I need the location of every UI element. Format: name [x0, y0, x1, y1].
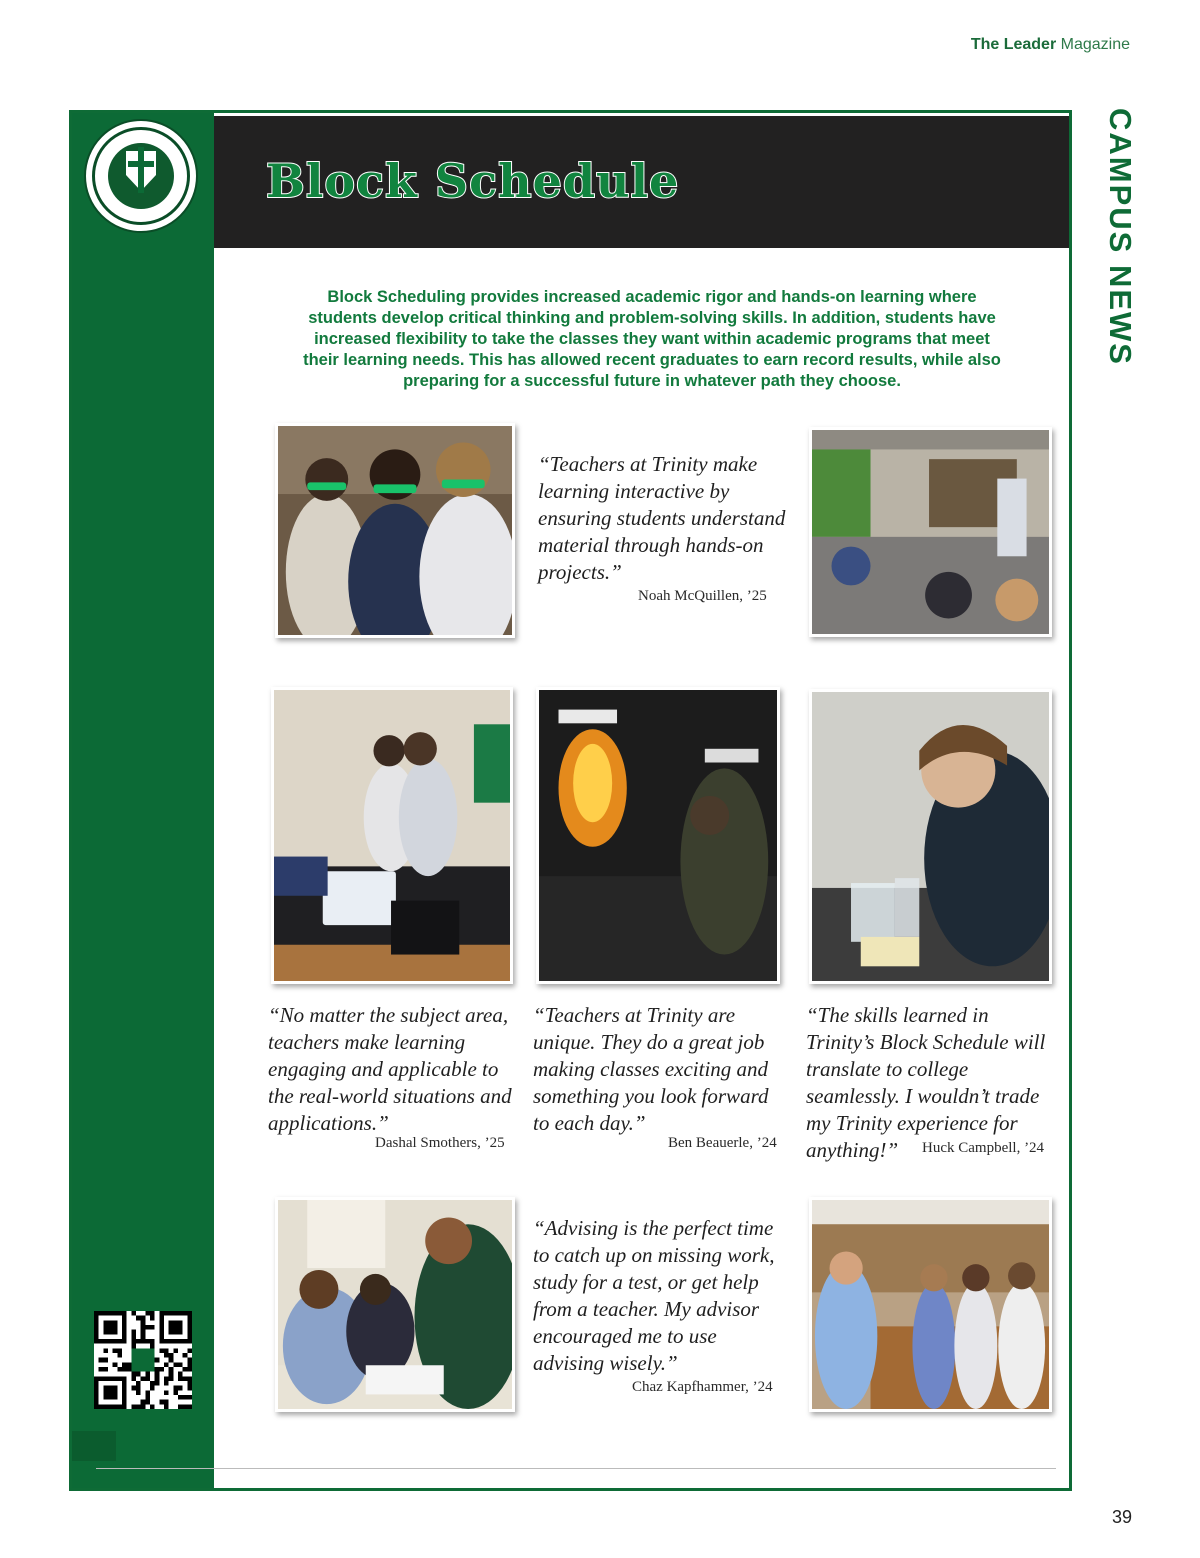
- quote-author: Noah McQuillen, ’25: [638, 588, 767, 604]
- green-sidebar: [72, 113, 214, 1488]
- section-label: CAMPUS NEWS: [1103, 108, 1138, 366]
- qr-code[interactable]: [94, 1311, 192, 1409]
- photo-lab-group: [809, 1197, 1052, 1412]
- page-number: 39: [1111, 1507, 1132, 1527]
- photo-student-pipette: [809, 689, 1052, 984]
- publication-name: The Leader: [970, 36, 1057, 53]
- photo-advising-session: [275, 1197, 515, 1412]
- decorative-block: [72, 1431, 116, 1461]
- quote-text: “No matter the subject area, teachers make learning engaging and applicable to the real-world situations and applications.”: [268, 1003, 512, 1135]
- title-band: [214, 116, 1069, 248]
- photo-flame-experiment: [536, 687, 780, 984]
- photo-classroom: [809, 427, 1052, 637]
- school-seal-logo: [84, 119, 198, 233]
- quote-author: Dashal Smothers, ’25: [375, 1135, 505, 1151]
- divider: [96, 1468, 1056, 1469]
- publication-suffix: Magazine: [1056, 36, 1130, 53]
- photo-robotics-lab: [271, 687, 513, 984]
- page-title: Block Schedule: [266, 154, 680, 208]
- photo-students-goggles: [275, 423, 515, 638]
- quote-author: Ben Beauerle, ’24: [668, 1135, 777, 1151]
- intro-paragraph: Block Scheduling provides increased academic rigor and hands-on learning where students develop critical thinking and problem-solving skills. In addition, students have increased flexibility to take the classes they want within academic programs that meet their learning needs. This has allowed recent graduates to earn record results, while also preparing for a successful future in whatever path they choose.: [303, 288, 1001, 390]
- quote-text: “The skills learned in Trinity’s Block Schedule will translate to college seamlessly. I wouldn’t trade my Trinity experience for anything!”: [806, 1003, 1046, 1162]
- article-frame: [69, 110, 1072, 1491]
- quote-author: Chaz Kapfhammer, ’24: [632, 1379, 773, 1395]
- quote-text: “Teachers at Trinity are unique. They do a great job making classes exciting and something you look forward to each day.”: [533, 1003, 769, 1135]
- quote-text: “Teachers at Trinity make learning interactive by ensuring students understand material through hands-on projects.”: [538, 452, 786, 584]
- quote-text: “Advising is the perfect time to catch up on missing work, study for a test, or get help from a teacher. My advisor encouraged me to use advising wisely.”: [533, 1216, 775, 1375]
- magazine-header: [971, 36, 1130, 54]
- quote-author: Huck Campbell, ’24: [922, 1140, 1045, 1156]
